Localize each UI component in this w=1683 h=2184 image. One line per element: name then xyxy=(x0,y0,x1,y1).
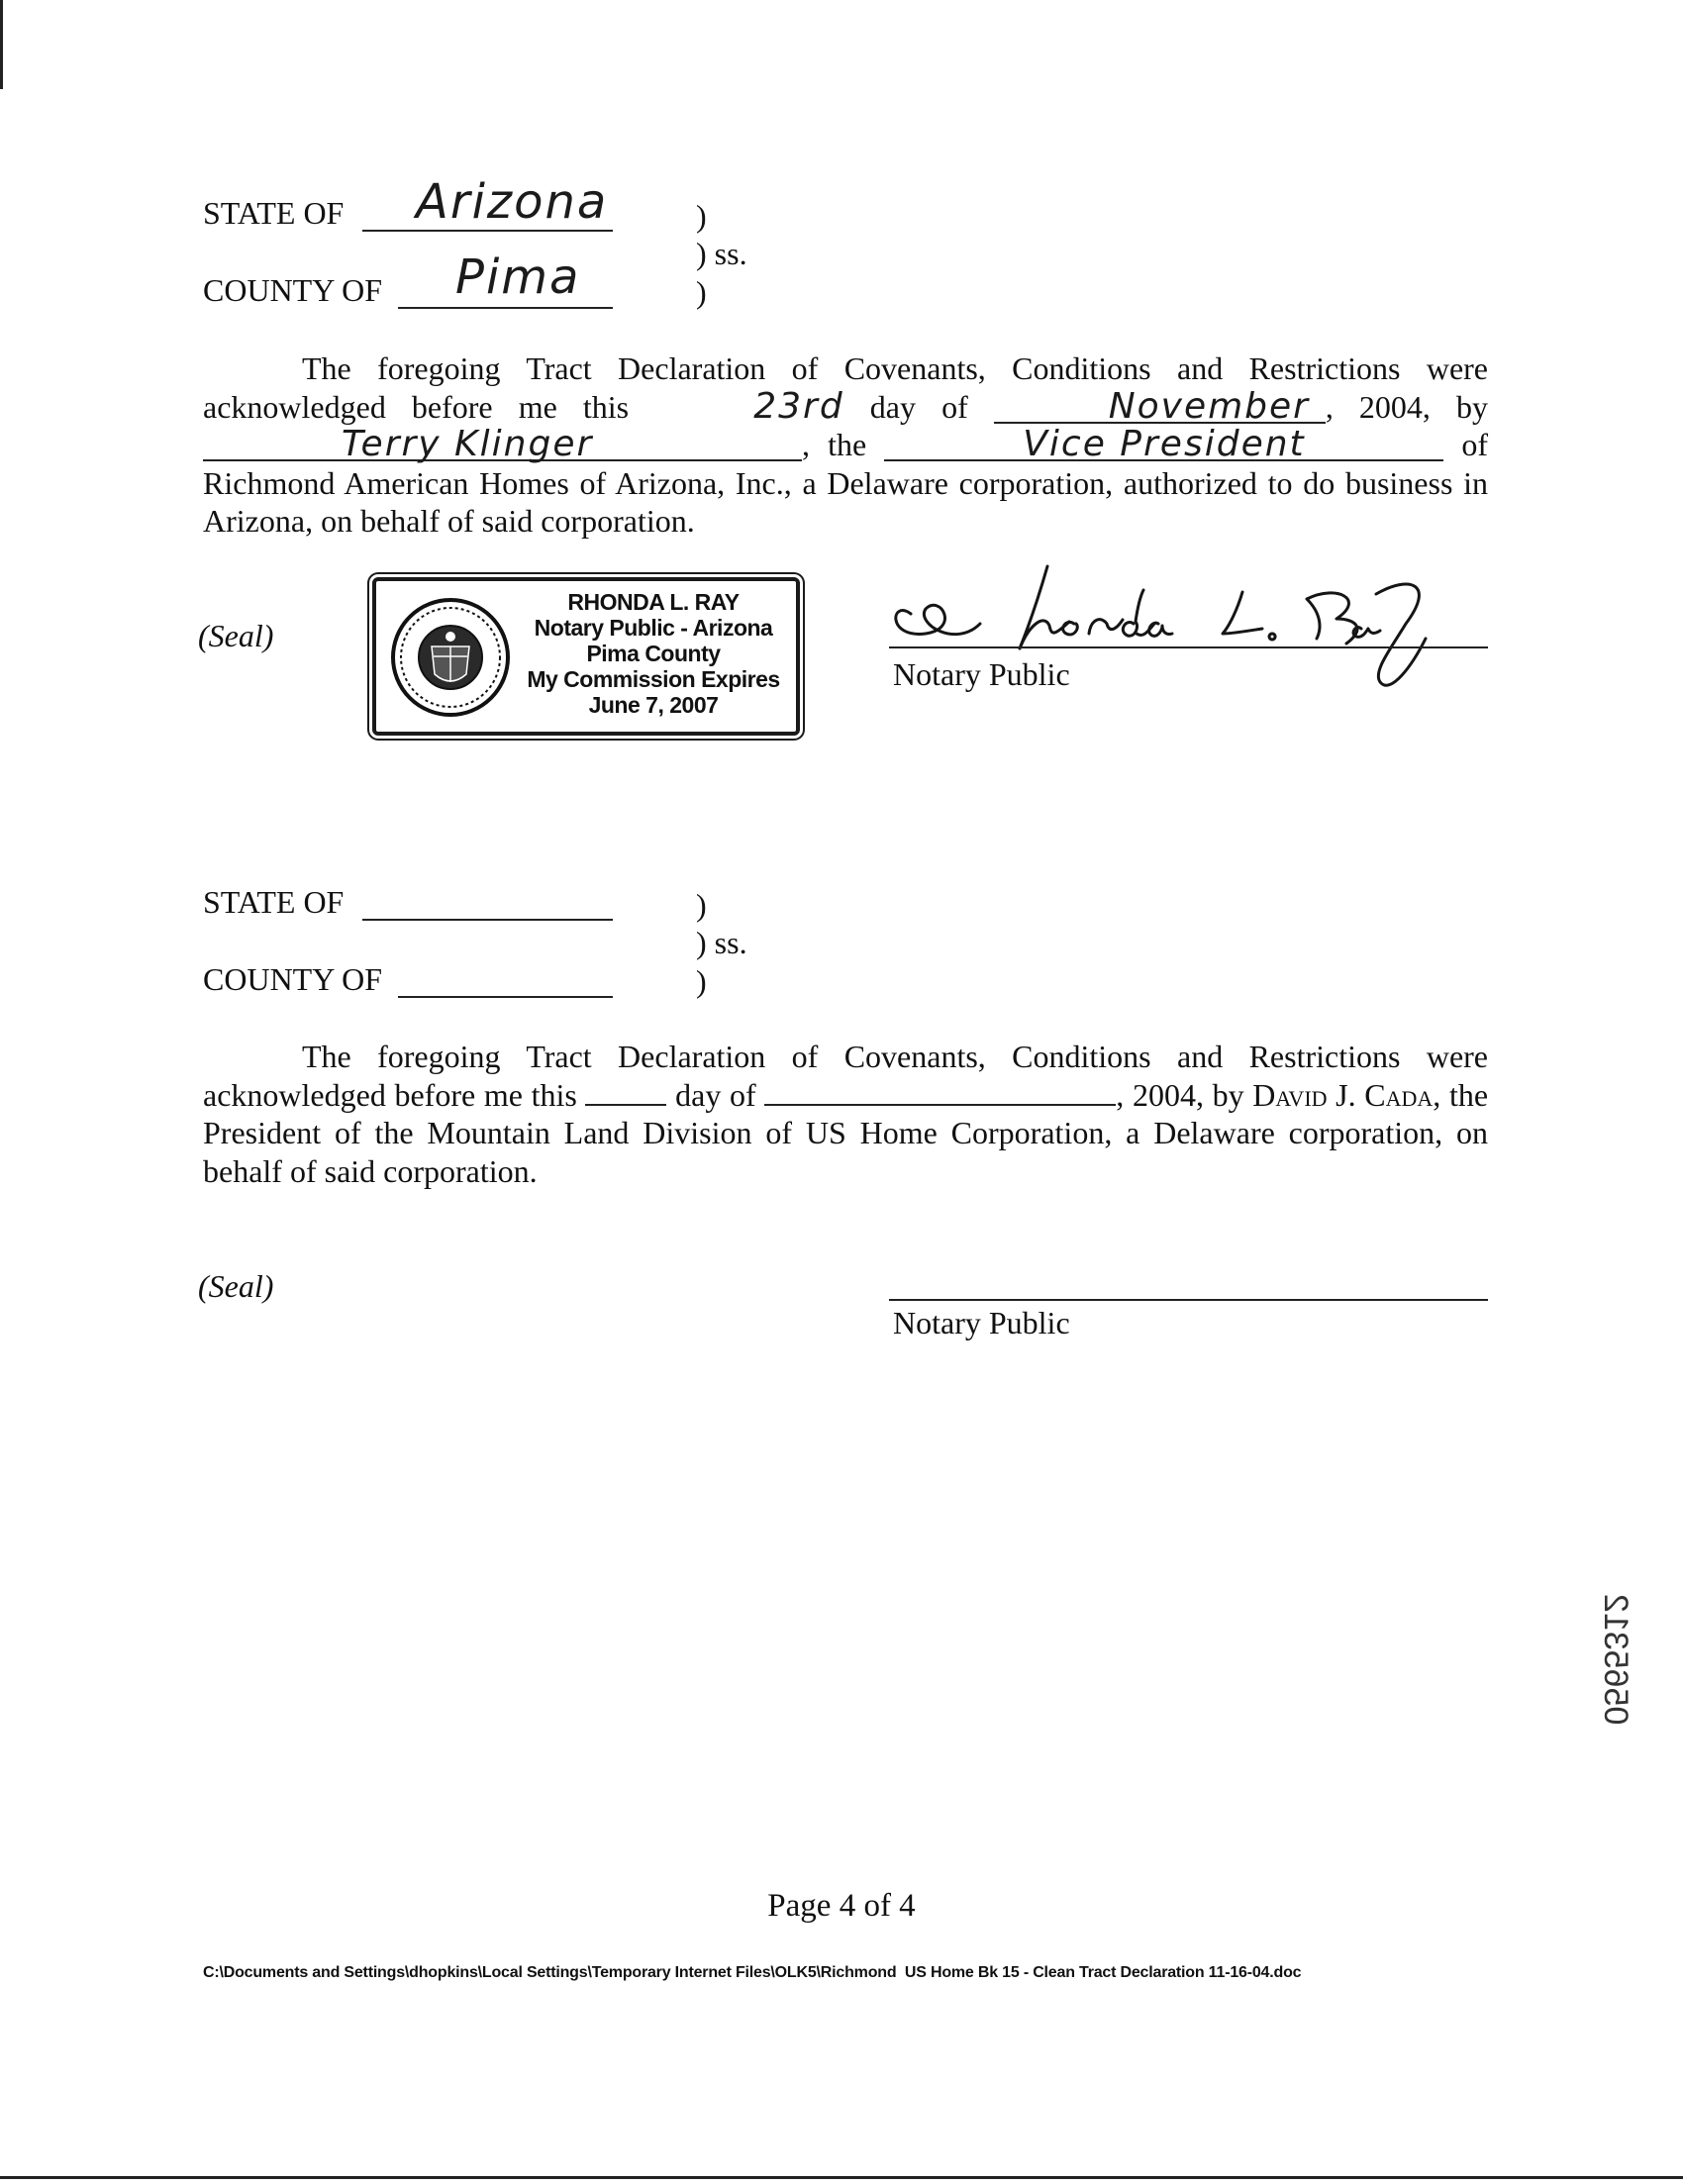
paren-ss: ) ss. xyxy=(696,236,747,271)
county-handwritten-value: Pima xyxy=(455,249,581,305)
month-handwritten-value: November xyxy=(994,392,1326,424)
notary-public-label: Notary Public xyxy=(893,1305,1070,1340)
county-blank-line xyxy=(398,996,613,998)
paren-bottom: ) xyxy=(696,274,707,310)
signer-name: David J. Cada xyxy=(1252,1076,1434,1113)
month-blank-line xyxy=(764,1078,1116,1106)
seal-label: (Seal) xyxy=(198,618,274,653)
stamp-line: Notary Public - Arizona xyxy=(534,615,773,641)
paren-top: ) xyxy=(696,887,707,923)
notary-signature-line xyxy=(889,646,1488,648)
page-number: Page 4 of 4 xyxy=(767,1888,916,1924)
state-seal-icon xyxy=(390,597,511,718)
state-handwritten-value: Arizona xyxy=(416,174,609,230)
paragraph-text: day of xyxy=(675,1076,756,1113)
paragraph-text: , 2004, by xyxy=(1325,388,1489,425)
name-handwritten-value: Terry Klinger xyxy=(203,430,802,461)
paragraph-text: of Richmond American Homes of Arizona, Inc., a Delaware corporation, authorized to do business in Arizona, on behalf of said corporation. xyxy=(203,427,1489,539)
stamp-line: Pima County xyxy=(586,641,721,666)
scan-edge-mark xyxy=(0,2176,1683,2179)
day-blank-line xyxy=(585,1078,666,1106)
seal-label: (Seal) xyxy=(198,1268,274,1304)
state-label: STATE OF xyxy=(203,884,345,920)
title-handwritten-value: Vice President xyxy=(884,430,1443,461)
stamp-text xyxy=(515,589,792,718)
paragraph-text: , 2004, by xyxy=(1116,1076,1244,1113)
acknowledgment-paragraph-2 xyxy=(203,1038,1488,1190)
paren-ss: ) ss. xyxy=(696,925,747,960)
paren-bottom: ) xyxy=(696,963,707,999)
county-blank-line xyxy=(398,307,613,309)
paragraph-text: The foregoing Tract Declaration of Covenants, Conditions and Restrictions were acknowledged before me this xyxy=(203,350,1488,425)
state-blank-line xyxy=(362,230,613,232)
state-label: STATE OF xyxy=(203,195,345,231)
paragraph-text: The foregoing Tract Declaration of Covenants, Conditions and Restrictions were acknowledged before me this xyxy=(203,1039,1488,1113)
day-handwritten-value: 23rd xyxy=(753,385,844,427)
county-label: COUNTY OF xyxy=(203,272,383,308)
stamp-line: My Commission Expires xyxy=(527,666,780,692)
notary-signature-line xyxy=(889,1299,1488,1301)
paragraph-text: day of xyxy=(869,388,968,425)
stamp-line: RHONDA L. RAY xyxy=(567,589,740,615)
county-label: COUNTY OF xyxy=(203,961,383,997)
state-blank-line xyxy=(362,919,613,921)
stamp-line: June 7, 2007 xyxy=(588,692,719,718)
paragraph-text: , the xyxy=(802,427,867,462)
paren-top: ) xyxy=(696,198,707,234)
paragraph-text: , the President of the Mountain Land Division of US Home Corporation, a Delaware corporation, on behalf of said corporation. xyxy=(203,1076,1489,1189)
scan-edge-mark xyxy=(0,0,3,89)
notary-stamp xyxy=(372,577,800,736)
recording-number-text: 0565312 xyxy=(1597,1594,1634,1726)
notary-public-label: Notary Public xyxy=(893,656,1070,692)
acknowledgment-paragraph-1 xyxy=(203,349,1488,541)
file-path-footer: C:\Documents and Settings\dhopkins\Local Settings\Temporary Internet Files\OLK5\Richmond US Home Bk 15 - Clean Tract Declaration 11-16-04.doc xyxy=(203,1964,1302,1981)
recording-number xyxy=(1597,1594,1640,1726)
